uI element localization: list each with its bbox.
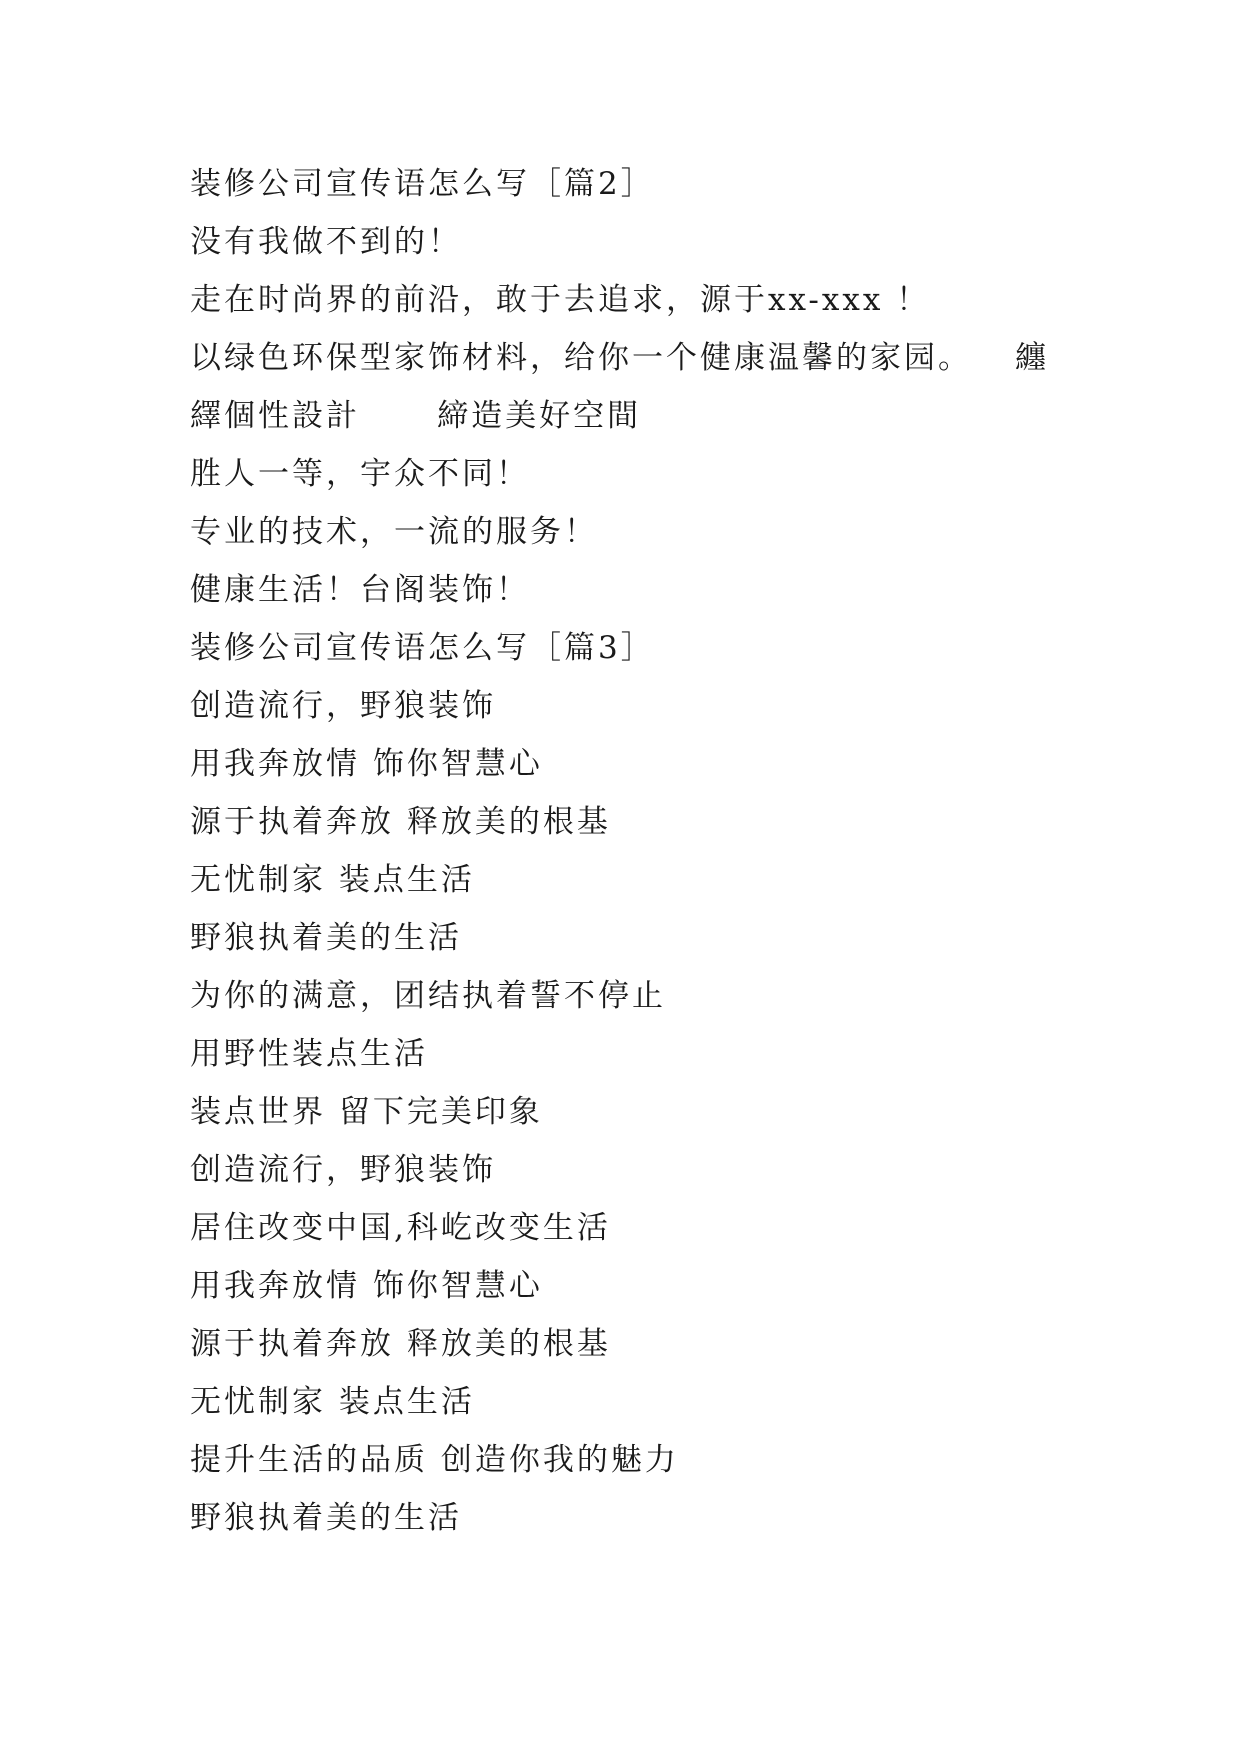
text-line: 装点世界 留下完美印象 bbox=[190, 1094, 543, 1130]
text-line: 胜人一等，宇众不同！ bbox=[190, 456, 530, 492]
text-line: 健康生活！台阁装饰！ bbox=[190, 572, 530, 608]
text-line: 创造流行，野狼装饰 bbox=[190, 1152, 496, 1188]
text-line: 源于执着奔放 释放美的根基 bbox=[190, 804, 611, 840]
text-line: 以绿色环保型家饰材料，给你一个健康温馨的家园。 bbox=[190, 340, 972, 376]
text-line: 居住改变中国,科屹改变生活 bbox=[190, 1210, 611, 1246]
text-line: 野狼执着美的生活 bbox=[190, 1500, 462, 1536]
text-line: 没有我做不到的！ bbox=[190, 224, 462, 260]
section-heading-2: 装修公司宣传语怎么写［篇2］ bbox=[190, 166, 655, 202]
text-line: 无忧制家 装点生活 bbox=[190, 1384, 475, 1420]
text-line: 用我奔放情 饰你智慧心 bbox=[190, 746, 543, 782]
text-line: 提升生活的品质 创造你我的魅力 bbox=[190, 1442, 679, 1478]
section-heading-3: 装修公司宣传语怎么写［篇3］ bbox=[190, 630, 655, 666]
text-line: 源于执着奔放 释放美的根基 bbox=[190, 1326, 611, 1362]
text-line: 为你的满意，团结执着誓不停止 bbox=[190, 978, 666, 1014]
text-line: 无忧制家 装点生活 bbox=[190, 862, 475, 898]
text-line: 用野性装点生活 bbox=[190, 1036, 428, 1072]
text-line-wrap-char: 纏 bbox=[1015, 340, 1049, 376]
text-line: 繹個性設計 締造美好空間 bbox=[190, 398, 642, 434]
text-line: 用我奔放情 饰你智慧心 bbox=[190, 1268, 543, 1304]
text-line: 野狼执着美的生活 bbox=[190, 920, 462, 956]
text-line: 专业的技术，一流的服务！ bbox=[190, 514, 598, 550]
text-line: 创造流行，野狼装饰 bbox=[190, 688, 496, 724]
text-line: 走在时尚界的前沿，敢于去追求，源于xx-xxx ！ bbox=[190, 282, 931, 318]
